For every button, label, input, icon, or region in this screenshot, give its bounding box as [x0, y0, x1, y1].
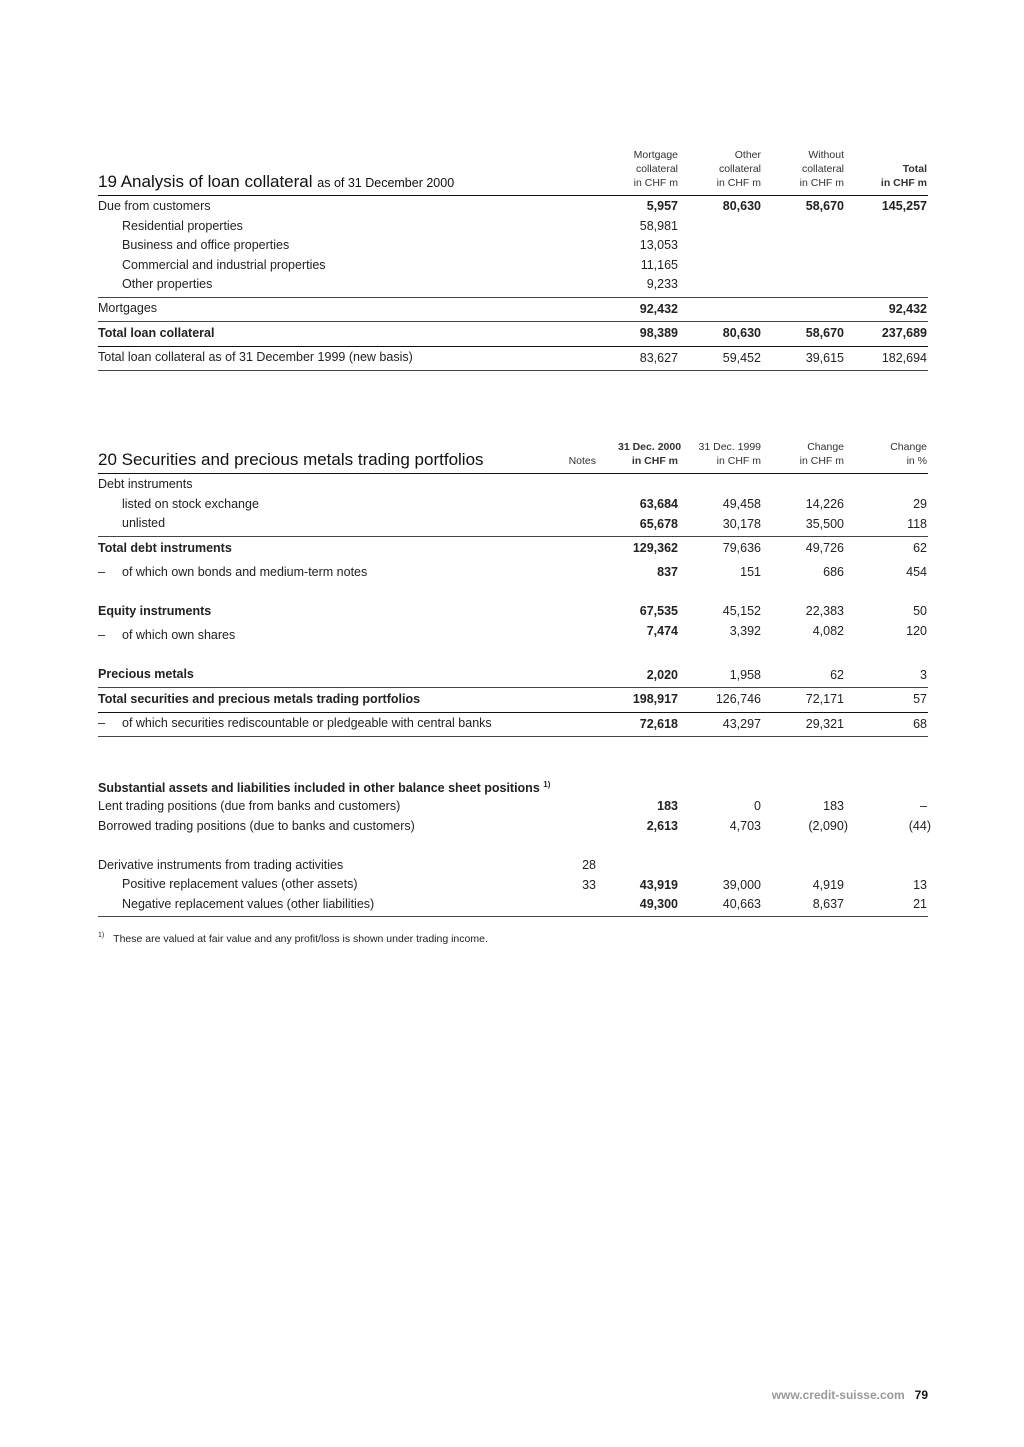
s20-cell: 63,684 [639, 497, 678, 511]
s19-col4-header: Total in CHF m [880, 163, 927, 189]
s19-rule [98, 370, 928, 371]
s19-cell: 92,432 [888, 302, 927, 316]
derivative-cell: 21 [913, 897, 927, 911]
substantial-cell: 0 [754, 799, 761, 813]
footnote-ref: 1) [543, 780, 551, 789]
s19-cell: 83,627 [639, 351, 678, 365]
s19-cell: 59,452 [722, 351, 761, 365]
s19-row-label: Due from customers [98, 199, 211, 213]
s19-cell: 11,165 [640, 258, 678, 272]
s20-cell: 72,171 [805, 692, 844, 706]
derivative-cell: 39,000 [722, 878, 761, 892]
substantial-cell: 2,613 [646, 819, 678, 833]
s20-cell: 1,958 [729, 668, 761, 682]
footnote [98, 932, 488, 945]
s20-row-label: Equity instruments [98, 604, 212, 618]
s19-row-label: Mortgages [98, 301, 158, 315]
s20-cell: 57 [913, 692, 927, 706]
substantial-cell: 4,703 [729, 819, 761, 833]
s20-row-label: of which own shares [122, 628, 236, 642]
s20-cell: 35,500 [805, 517, 844, 531]
s20-cell: 686 [823, 565, 844, 579]
substantial-cell: 183 [823, 799, 844, 813]
s20-cell: 129,362 [632, 541, 678, 555]
s20-row-label: of which own bonds and medium-term notes [122, 565, 368, 579]
s20-row-label: Total securities and precious metals trading portfolios [98, 692, 421, 706]
s20-row-label: Debt instruments [98, 477, 193, 491]
s20-cell: 49,458 [722, 497, 761, 511]
s20-cell: 45,152 [722, 604, 761, 618]
s20-dash: – [98, 628, 105, 642]
s20-cell: 65,678 [639, 517, 678, 531]
s20-cell: 43,297 [722, 717, 761, 731]
s19-row-label: Business and office properties [122, 238, 290, 252]
s20-header-rule [98, 473, 928, 474]
s20-cell: 120 [906, 624, 927, 638]
s19-cell: 5,957 [646, 199, 678, 213]
s20-cell: 50 [913, 604, 927, 618]
s20-row-label: Precious metals [98, 667, 194, 681]
substantial-title: Substantial assets and liabilities included in other balance sheet positions $^{1)}$ [98, 780, 551, 796]
derivative-cell: 43,919 [639, 878, 678, 892]
s19-row-label: Commercial and industrial properties [122, 258, 326, 272]
s20-cell: 4,082 [812, 624, 844, 638]
s19-col2-header: Other collateral in CHF m [716, 149, 761, 189]
s20-cell: 151 [740, 565, 761, 579]
s19-cell: 98,389 [639, 326, 678, 340]
substantial-cell: – [920, 799, 927, 813]
substantial-cell: (44) [908, 819, 931, 833]
s20-cell: 126,746 [715, 692, 761, 706]
s19-cell: 182,694 [881, 351, 927, 365]
s19-cell: 58,670 [805, 199, 844, 213]
derivative-cell: 49,300 [639, 897, 678, 911]
s19-cell: 145,257 [881, 199, 927, 213]
substantial-row-label: Borrowed trading positions (due to banks and customers) [98, 819, 415, 833]
s19-cell: 237,689 [881, 326, 927, 340]
s19-col3-header: Without collateral in CHF m [799, 149, 844, 189]
s20-dash: – [98, 565, 105, 579]
s19-col1-header: Mortgage collateral in CHF m [633, 149, 678, 189]
substantial-cell: 183 [657, 799, 678, 813]
s20-cell: 68 [913, 717, 927, 731]
s20-row-label: Total debt instruments [98, 541, 232, 555]
derivative-cell: 8,637 [812, 897, 844, 911]
s20-cell: 3 [920, 668, 927, 682]
footer-url[interactable]: www.credit-suisse.com [771, 1388, 905, 1402]
s20-cell: 14,226 [805, 497, 844, 511]
s20-rule [98, 736, 928, 737]
derivative-row-label: Derivative instruments from trading activities [98, 858, 344, 872]
derivative-row-label: Positive replacement values (other assets) [122, 877, 358, 891]
substantial-row-label: Lent trading positions (due from banks and customers) [98, 799, 401, 813]
s19-rule [98, 346, 928, 347]
s20-cell: 22,383 [805, 604, 844, 618]
s19-rule [98, 321, 928, 322]
s20-cell: 62 [830, 668, 844, 682]
s20-col3-header: Change in CHF m [799, 441, 844, 467]
s20-cell: 30,178 [722, 517, 761, 531]
footnote-marker: 1) [98, 932, 105, 939]
substantial-cell: (2,090) [808, 819, 848, 833]
s20-col4-header: Change in % [890, 441, 927, 467]
page-number: 79 [914, 1388, 928, 1402]
s20-rule [98, 536, 928, 537]
s20-cell: 198,917 [632, 692, 678, 706]
s20-row-label: unlisted [122, 516, 166, 530]
derivative-note: 33 [582, 878, 596, 892]
s20-cell: 62 [913, 541, 927, 555]
s20-cell: 67,535 [639, 604, 678, 618]
s20-row-label: of which securities rediscountable or pledgeable with central banks [122, 716, 492, 730]
footnote-text: These are valued at fair value and any profit/loss is shown under trading income. [113, 932, 488, 945]
s20-row-label: listed on stock exchange [122, 497, 259, 511]
s20-notes-header: Notes [568, 455, 596, 467]
derivative-row-label: Negative replacement values (other liabilities) [122, 897, 375, 911]
s20-cell: 837 [657, 565, 678, 579]
s19-title: 19 Analysis of loan collateral as of 31 December 2000 [98, 172, 455, 191]
s20-col2-header: 31 Dec. 1999 in CHF m [698, 441, 761, 467]
s20-cell: 29 [913, 497, 927, 511]
s19-row-label: Total loan collateral [98, 326, 215, 340]
s20-cell: 79,636 [722, 541, 761, 555]
s20-cell: 7,474 [646, 624, 678, 638]
s19-cell: 39,615 [805, 351, 844, 365]
s19-cell: 80,630 [722, 326, 761, 340]
s19-cell: 92,432 [639, 302, 678, 316]
s19-cell: 13,053 [639, 238, 678, 252]
s20-cell: 72,618 [639, 717, 678, 731]
s20-cell: 2,020 [646, 668, 678, 682]
s20-cell: 3,392 [729, 624, 761, 638]
s19-row-label: Other properties [122, 277, 213, 291]
s20-cell: 49,726 [805, 541, 844, 555]
derivative-cell: 13 [913, 878, 927, 892]
s19-rule [98, 297, 928, 298]
s20-cell: 29,321 [805, 717, 844, 731]
page-footer [772, 1388, 928, 1402]
s20-rule [98, 916, 928, 917]
s19-header-rule [98, 195, 928, 196]
s20-rule [98, 712, 928, 713]
s20-rule [98, 687, 928, 688]
s20-title: 20 Securities and precious metals trading portfolios [98, 450, 484, 469]
s19-cell: 58,670 [805, 326, 844, 340]
s20-cell: 454 [906, 565, 927, 579]
s19-row-label: Total loan collateral as of 31 December 1999 (new basis) [98, 350, 413, 364]
derivative-cell: 4,919 [812, 878, 844, 892]
s20-col1-header: 31 Dec. 2000 in CHF m [618, 441, 682, 467]
derivative-note: 28 [582, 858, 596, 872]
s20-cell: 118 [907, 517, 927, 531]
derivative-cell: 40,663 [722, 897, 761, 911]
s19-row-label: Residential properties [122, 219, 243, 233]
s20-dash: – [98, 716, 105, 730]
s19-cell: 58,981 [639, 219, 678, 233]
s19-cell: 9,233 [646, 277, 678, 291]
s19-cell: 80,630 [722, 199, 761, 213]
